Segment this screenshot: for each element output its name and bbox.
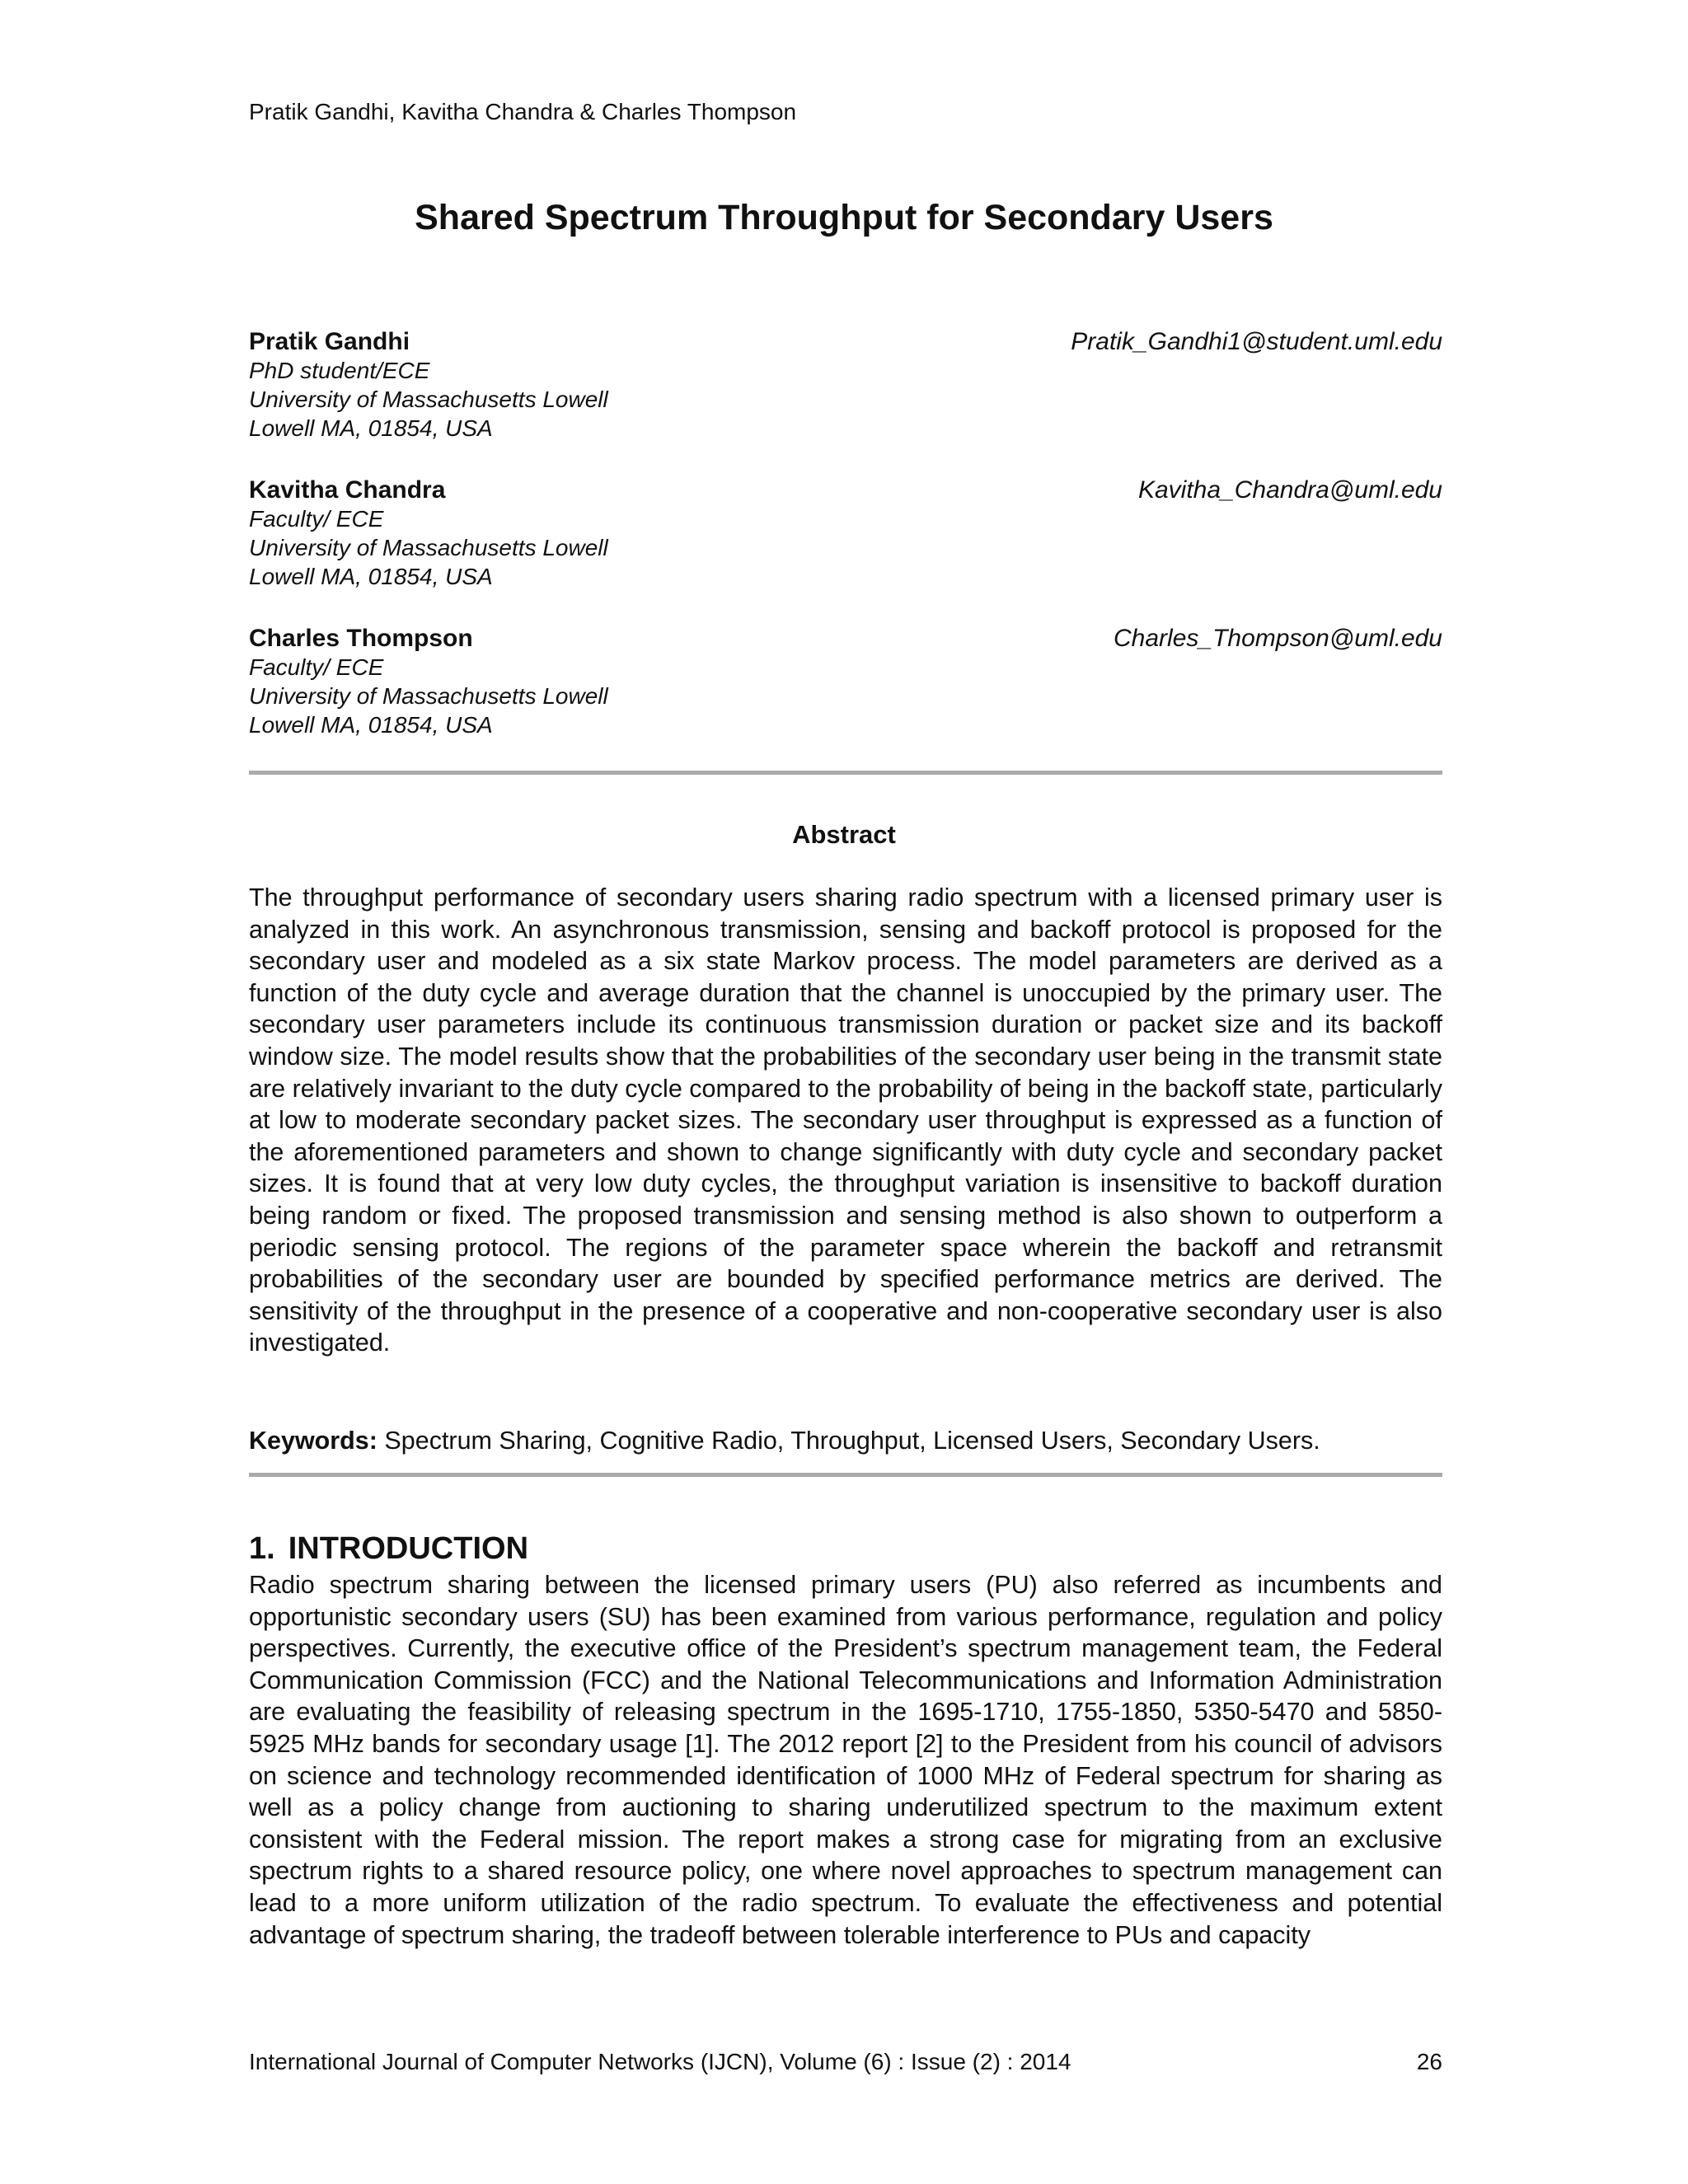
author-email[interactable]: Kavitha_Chandra@uml.edu: [1137, 476, 1442, 504]
author-address: Lowell MA, 01854, USA: [249, 712, 493, 738]
author-institution: University of Massachusetts Lowell: [249, 683, 608, 709]
author-address: Lowell MA, 01854, USA: [249, 564, 493, 589]
author-role: Faculty/ ECE: [249, 654, 384, 680]
introduction-text: Radio spectrum sharing between the licensed primary users (PU) also referred as incumbents and opportunistic secondary users (SU) has been examined from various performance, regulation and policy perspectives. Currently, the executive office of the President’s spectrum management team, the Federal Communication Commission (FCC) and the National Telecommunications and Information Administration are evaluating the feasibility of releasing spectrum in the 1695-1710, 1755-1850, 5350-5470 and 5850-5925 MHz bands for secondary usage [1]. The 2012 report [2] to the President from his council of advisors on science and technology recommended identification of 1000 MHz of Federal spectrum for sharing as well as a policy change from auctioning to sharing underutilized spectrum to the maximum extent consistent with the Federal mission. The report makes a strong case for migrating from an exclusive spectrum rights to a shared resource policy, one where novel approaches to spectrum management can lead to a more uniform utilization of the radio spectrum. To evaluate the effectiveness and potential advantage of spectrum sharing, the tradeoff between tolerable interference to PUs and capacity: [249, 1571, 1442, 1949]
keywords-label: Keywords:: [249, 1427, 377, 1455]
author-institution: University of Massachusetts Lowell: [249, 387, 608, 412]
author-role: PhD student/ECE: [249, 358, 430, 383]
author-email[interactable]: Charles_Thompson@uml.edu: [1114, 625, 1442, 652]
keywords: [249, 1425, 1442, 1456]
author-name: Pratik Gandhi: [249, 328, 410, 355]
abstract-text: The throughput performance of secondary users sharing radio spectrum with a licensed primary user is analyzed in this work. An asynchronous transmission, sensing and backoff protocol is proposed for the secondary user and modeled as a six state Markov process. The model parameters are derived as a function of the duty cycle and average duration that the channel is unoccupied by the primary user. The secondary user parameters include its continuous transmission duration or packet size and its backoff window size. The model results show that the probabilities of the secondary user being in the transmit state are relatively invariant to the duty cycle compared to the probability of being in the backoff state, particularly at low to moderate secondary packet sizes. The secondary user throughput is expressed as a function of the aforementioned parameters and shown to change significantly with duty cycle and secondary packet sizes. It is found that at very low duty cycles, the throughput variation is insensitive to backoff duration being random or fixed. The proposed transmission and sensing method is also shown to outperform a periodic sensing protocol. The regions of the parameter space wherein the backoff and retransmit probabilities of the secondary user are bounded by specified performance metrics are derived. The sensitivity of the throughput in the presence of a cooperative and non-cooperative secondary user is also investigated.: [249, 883, 1442, 1357]
author-institution: University of Massachusetts Lowell: [249, 535, 608, 560]
abstract-heading: Abstract: [792, 820, 896, 849]
running-header: Pratik Gandhi, Kavitha Chandra & Charles Thompson: [249, 99, 797, 124]
paper-title: Shared Spectrum Throughput for Secondary Users: [415, 198, 1273, 237]
author-block: [249, 476, 1442, 591]
section-number: 1.: [249, 1531, 275, 1566]
keywords-text: Spectrum Sharing, Cognitive Radio, Throughput, Licensed Users, Secondary Users.: [384, 1427, 1320, 1455]
divider-rule: [249, 1473, 1442, 1477]
page-footer: [249, 2049, 1442, 2075]
section-title: INTRODUCTION: [288, 1531, 529, 1566]
author-block: [249, 327, 1442, 443]
divider-rule: [249, 771, 1442, 775]
author-email[interactable]: Pratik_Gandhi1@student.uml.edu: [1071, 328, 1442, 355]
author-block: [249, 624, 1442, 739]
author-role: Faculty/ ECE: [249, 506, 384, 532]
journal-citation: International Journal of Computer Networks (IJCN), Volume (6) : Issue (2) : 2014: [249, 2049, 1071, 2074]
section-heading: [249, 1531, 528, 1567]
page-number: 26: [1416, 2049, 1442, 2074]
author-address: Lowell MA, 01854, USA: [249, 415, 493, 441]
author-name: Charles Thompson: [249, 625, 473, 652]
author-name: Kavitha Chandra: [249, 476, 446, 504]
